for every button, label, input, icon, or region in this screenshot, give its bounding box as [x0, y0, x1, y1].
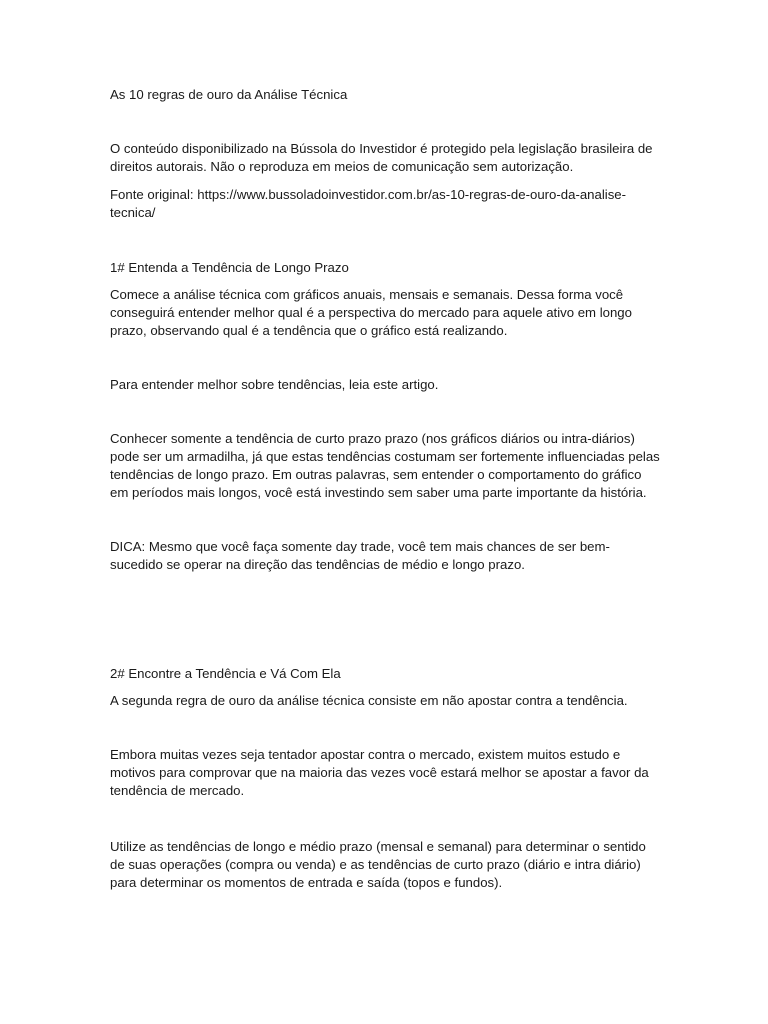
rule1-tip: DICA: Mesmo que você faça somente day trade, você tem mais chances de ser bem-sucedido se operar na direção das tendências de médio e longo prazo.: [110, 539, 610, 572]
rule2-heading: 2# Encontre a Tendência e Vá Com Ela: [110, 666, 341, 681]
copyright-notice: O conteúdo disponibilizado na Bússola do Investidor é protegido pela legislação brasileira de direitos autorais. Não o reproduza em meios de comunicação sem autorização.: [110, 141, 653, 174]
document-title: As 10 regras de ouro da Análise Técnica: [110, 87, 348, 102]
rule1-heading: 1# Entenda a Tendência de Longo Prazo: [110, 260, 349, 275]
rule1-paragraph-2: Para entender melhor sobre tendências, leia este artigo.: [110, 377, 439, 392]
rule2-paragraph-1: A segunda regra de ouro da análise técnica consiste em não apostar contra a tendência.: [110, 693, 628, 708]
source-link: Fonte original: https://www.bussoladoinvestidor.com.br/as-10-regras-de-ouro-da-analise-tecnica/: [110, 187, 627, 220]
rule1-paragraph-1: Comece a análise técnica com gráficos anuais, mensais e semanais. Dessa forma você conseguirá entender melhor qual é a perspectiva do mercado para aquele ativo em longo prazo, observando qual é a tendência que o gráfico está realizando.: [110, 287, 632, 338]
rule1-paragraph-3: Conhecer somente a tendência de curto prazo prazo (nos gráficos diários ou intra-diários) pode ser um armadilha, já que estas tendências costumam ser fortemente influenciadas pelas tendências de longo prazo. Em outras palavras, sem entender o comportamento do gráfico em períodos mais longos, você está investindo sem saber uma parte importante da história.: [110, 431, 660, 500]
rule2-paragraph-3: Utilize as tendências de longo e médio prazo (mensal e semanal) para determinar o sentido de suas operações (compra ou venda) e as tendências de curto prazo (diário e intra diário) para determinar os momentos de entrada e saída (topos e fundos).: [110, 839, 646, 890]
rule2-paragraph-2: Embora muitas vezes seja tentador apostar contra o mercado, existem muitos estudo e motivos para comprovar que na maioria das vezes você estará melhor se apostar a favor da tendência de mercado.: [110, 747, 649, 798]
